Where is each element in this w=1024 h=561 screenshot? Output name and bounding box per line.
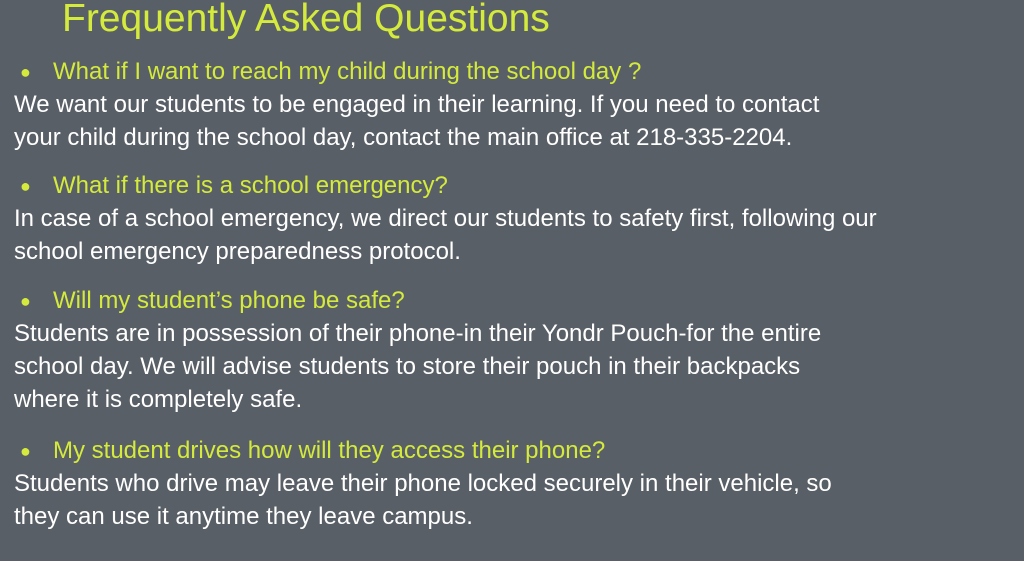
faq-answer-line: your child during the school day, contact the main office at 218-335-2204. <box>14 124 793 151</box>
faq-answer-line: they can use it anytime they leave campus. <box>14 503 473 530</box>
faq-question-text: My student drives how will they access their phone? <box>53 436 606 464</box>
faq-answer-line: school emergency preparedness protocol. <box>14 238 461 265</box>
faq-answer-line: In case of a school emergency, we direct our students to safety first, following our <box>14 205 877 232</box>
page-title: Frequently Asked Questions <box>62 0 550 40</box>
faq-answer-line: school day. We will advise students to store their pouch in their backpacks <box>14 353 801 380</box>
faq-question-text: What if there is a school emergency? <box>53 171 448 199</box>
faq-answer <box>14 202 1014 268</box>
faq-answer <box>14 88 1014 154</box>
bullet-icon: ● <box>20 175 31 196</box>
faq-question-text: What if I want to reach my child during the school day ? <box>53 57 642 85</box>
faq-item-reach-child <box>14 55 1014 154</box>
faq-item-school-emergency <box>14 169 1014 268</box>
faq-answer-line: We want our students to be engaged in their learning. If you need to contact <box>14 91 820 118</box>
faq-item-student-drives <box>14 434 1014 533</box>
faq-item-phone-safe <box>14 284 1014 416</box>
faq-answer-line: Students are in possession of their phone-in their Yondr Pouch-for the entire <box>14 320 822 347</box>
faq-answer-line: Students who drive may leave their phone locked securely in their vehicle, so <box>14 470 832 497</box>
faq-answer-line: where it is completely safe. <box>14 386 303 413</box>
faq-question <box>14 284 1014 317</box>
faq-question-text: Will my student’s phone be safe? <box>53 286 405 314</box>
faq-question <box>14 434 1014 467</box>
bullet-icon: ● <box>20 290 31 311</box>
bullet-icon: ● <box>20 61 31 82</box>
faq-question <box>14 55 1014 88</box>
faq-question <box>14 169 1014 202</box>
bullet-icon: ● <box>20 440 31 461</box>
faq-answer <box>14 467 1014 533</box>
faq-answer <box>14 317 1014 416</box>
